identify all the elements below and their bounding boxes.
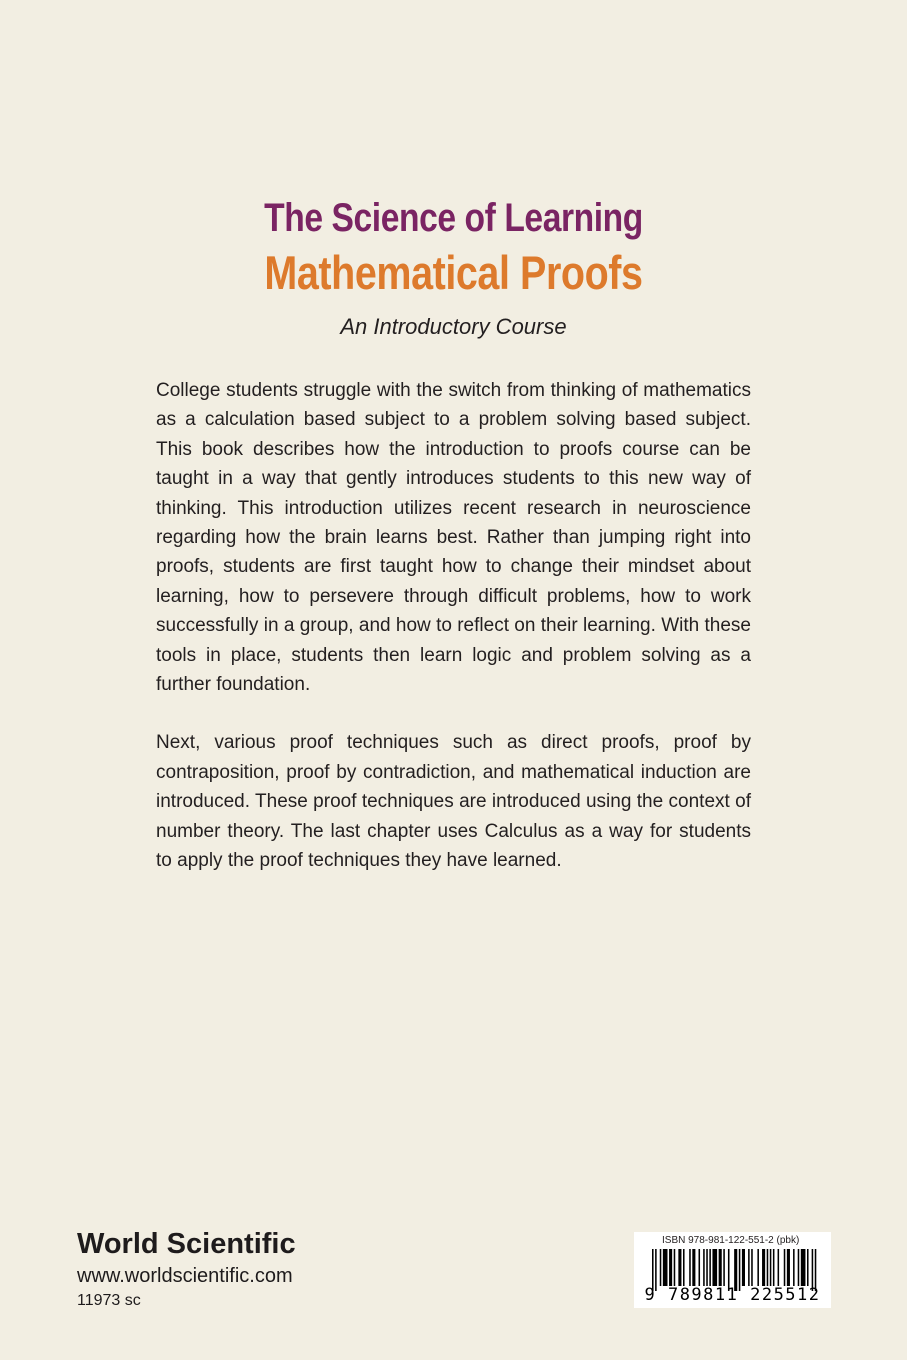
barcode-bar xyxy=(683,1249,685,1286)
publisher-name: World Scientific xyxy=(77,1228,296,1260)
book-title: The Science of Learning xyxy=(264,196,643,240)
barcode-bar xyxy=(793,1249,795,1286)
barcode-bar xyxy=(689,1249,691,1286)
back-cover-blurb xyxy=(156,376,751,905)
publisher-url: www.worldscientific.com xyxy=(77,1265,293,1287)
cover-titles xyxy=(0,192,907,344)
barcode-bar xyxy=(678,1249,681,1286)
barcode-bar xyxy=(762,1249,765,1286)
barcode-bar xyxy=(767,1249,769,1286)
barcode-bar xyxy=(807,1249,809,1286)
barcode-bar xyxy=(709,1249,711,1286)
barcode-digits: 9 789811 225512 xyxy=(644,1285,821,1305)
barcode-bar xyxy=(770,1249,772,1286)
barcode-bar xyxy=(773,1249,775,1286)
barcode-bar xyxy=(674,1249,676,1286)
barcode-bar xyxy=(692,1249,695,1286)
barcode-bar xyxy=(712,1249,717,1286)
barcode-bar xyxy=(719,1249,722,1286)
barcode-bar xyxy=(660,1249,662,1286)
publisher-code: 11973 sc xyxy=(77,1292,141,1309)
barcode-bar xyxy=(742,1249,745,1286)
barcode-bar xyxy=(669,1249,672,1286)
book-subtitle: An Introductory Course xyxy=(340,314,567,339)
barcode-bar xyxy=(798,1249,800,1286)
barcode-bar xyxy=(703,1249,705,1286)
barcode-bar xyxy=(784,1249,786,1286)
blurb-paragraph-1: College students struggle with the switch from thinking of mathematics as a calculation based subject to a problem solving based subject. This book describes how the introduction to proofs course can be taught in a way that gently introduces students to this new way of thinking. This introduction utilizes recent research in neuroscience regarding how the brain learns best. Rather than jumping right into proofs, students are first taught how to change their mindset about learning, how to persevere through difficult problems, how to work successfully in a group, and how to reflect on their learning. With these tools in place, students then learn logic and problem solving as a further foundation. xyxy=(156,380,751,696)
isbn-label: ISBN 978-981-122-551-2 (pbk) xyxy=(662,1235,800,1246)
barcode-bar xyxy=(801,1249,806,1286)
barcode-bar xyxy=(699,1249,701,1286)
barcode-bar xyxy=(663,1249,668,1286)
barcode-bar xyxy=(778,1249,780,1286)
barcode-box xyxy=(634,1232,831,1308)
publisher-block xyxy=(77,1225,296,1313)
barcode-bar xyxy=(757,1249,759,1286)
barcode-bar xyxy=(748,1249,750,1286)
barcode-bar xyxy=(706,1249,708,1286)
barcode-bar xyxy=(787,1249,790,1286)
book-title-main: Mathematical Proofs xyxy=(264,246,643,299)
blurb-paragraph-2: Next, various proof techniques such as direct proofs, proof by contraposition, proof by contradiction, and mathematical induction are introduced. These proof techniques are introduced using the context of number theory. The last chapter uses Calculus as a way for students to apply the proof techniques they have learned. xyxy=(156,732,751,872)
barcode-bar xyxy=(751,1249,753,1286)
barcode-bar xyxy=(723,1249,725,1286)
